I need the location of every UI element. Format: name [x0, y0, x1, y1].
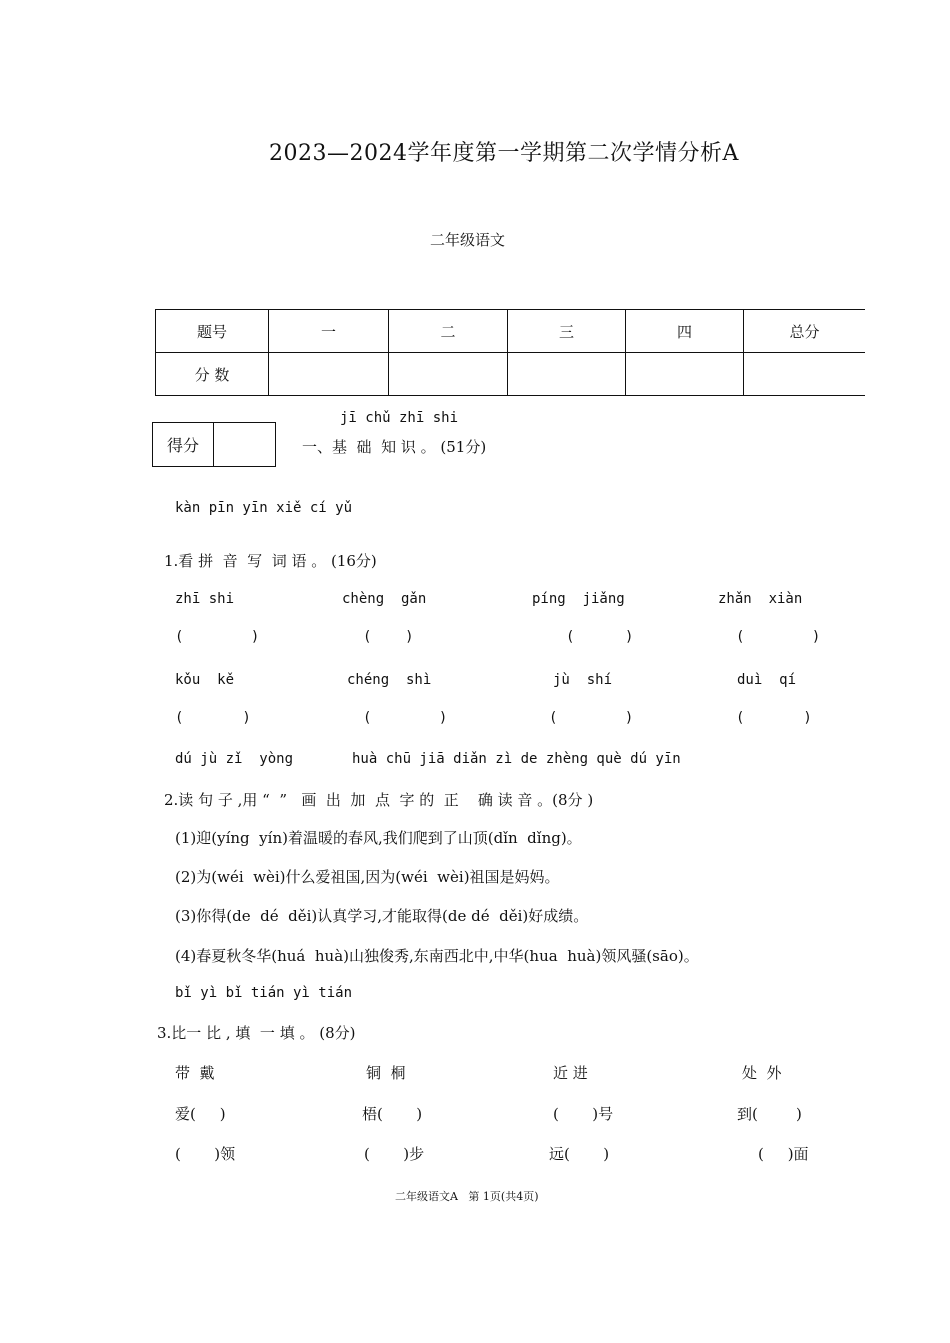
q3-char-group: 铜 桐	[366, 1064, 406, 1082]
score-table-header-row	[156, 310, 866, 353]
q1-pinyin-item: jù shí	[553, 672, 613, 688]
q1-answer-blank[interactable]: ( )	[175, 629, 260, 645]
score-table	[155, 309, 865, 396]
score-table-header-cell: 三	[508, 310, 626, 353]
q1-title: 1.看 拼 音 写 词 语 。 (16分)	[164, 552, 377, 570]
q1-answer-blank[interactable]: ( )	[363, 629, 414, 645]
q3-title: 3.比一 比 , 填 一 填 。 (8分)	[157, 1024, 356, 1042]
q1-pinyin-item: chéng shì	[347, 672, 432, 688]
q2-pinyin: dú jù zǐ yòng huà chū jiā diǎn zì de zhèng què dú yīn	[175, 751, 681, 767]
score-cell[interactable]	[508, 353, 626, 396]
q1-pinyin-item: kǒu kě	[175, 672, 235, 688]
q3-answer-blank[interactable]: 爱( )	[175, 1105, 226, 1123]
q1-pinyin-item: zhī shi	[175, 591, 235, 607]
page-footer: 二年级语文A 第 1页(共4页)	[395, 1190, 539, 1203]
q1-pinyin-item: píng jiǎng	[532, 591, 625, 607]
q3-answer-blank[interactable]: 到( )	[737, 1105, 802, 1123]
q3-answer-blank[interactable]: 梧( )	[362, 1105, 423, 1123]
q1-pinyin-item: chèng gǎn	[342, 591, 427, 607]
q1-answer-blank[interactable]: ( )	[549, 710, 634, 726]
defen-blank[interactable]	[214, 423, 275, 466]
q3-answer-blank[interactable]: 远( )	[549, 1145, 610, 1163]
score-table-header-cell: 一	[269, 310, 389, 353]
q1-answer-blank[interactable]: ( )	[566, 629, 634, 645]
q3-char-group: 处 外	[742, 1064, 782, 1082]
q2-item: (3)你得(de dé děi)认真学习,才能取得(de dé děi)好成绩。	[175, 907, 589, 925]
q2-item: (2)为(wéi wèi)什么爱祖国,因为(wéi wèi)祖国是妈妈。	[175, 868, 560, 886]
q1-pinyin-item: zhǎn xiàn	[718, 591, 803, 607]
page-title: 2023—2024学年度第一学期第二次学情分析A	[269, 141, 739, 166]
score-cell[interactable]	[744, 353, 866, 396]
q1-answer-blank[interactable]: ( )	[736, 629, 821, 645]
score-table-score-row	[156, 353, 866, 396]
q2-title: 2.读 句 子 ,用 “ ” 画 出 加 点 字 的 正 确 读 音 。(8分 )	[164, 791, 594, 809]
score-table-header-cell: 四	[626, 310, 744, 353]
section1-title: 一、基 础 知 识 。 (51分)	[302, 438, 487, 456]
q1-answer-blank[interactable]: ( )	[736, 710, 812, 726]
score-table-header-cell: 总分	[744, 310, 866, 353]
q2-item: (1)迎(yíng yín)着温暖的春风,我们爬到了山顶(dǐn dǐng)。	[175, 829, 582, 847]
q1-answer-blank[interactable]: ( )	[175, 710, 251, 726]
score-cell[interactable]	[626, 353, 744, 396]
page-subtitle: 二年级语文	[430, 231, 506, 249]
q3-answer-blank[interactable]: ( )步	[364, 1145, 425, 1163]
q3-char-group: 带 戴	[175, 1064, 215, 1082]
score-table-row-label: 分 数	[156, 353, 269, 396]
q3-answer-blank[interactable]: ( )领	[175, 1145, 236, 1163]
q3-answer-blank[interactable]: ( )号	[553, 1105, 614, 1123]
section1-pinyin: jī chǔ zhī shi	[340, 410, 459, 426]
q1-pinyin-item: duì qí	[737, 672, 797, 688]
defen-label: 得分	[153, 423, 214, 466]
defen-box	[152, 422, 276, 467]
score-cell[interactable]	[269, 353, 389, 396]
q3-char-group: 近 进	[553, 1064, 588, 1082]
q3-answer-blank[interactable]: ( )面	[758, 1145, 809, 1163]
q1-answer-blank[interactable]: ( )	[363, 710, 448, 726]
score-table-header-cell: 题号	[156, 310, 269, 353]
q2-item: (4)春夏秋冬华(huá huà)山独俊秀,东南西北中,中华(hua huà)领风骚(sāo)。	[175, 947, 699, 965]
score-table-header-cell: 二	[389, 310, 508, 353]
q1-pinyin: kàn pīn yīn xiě cí yǔ	[175, 500, 353, 516]
q3-pinyin: bǐ yì bǐ tián yì tián	[175, 985, 353, 1001]
score-cell[interactable]	[389, 353, 508, 396]
